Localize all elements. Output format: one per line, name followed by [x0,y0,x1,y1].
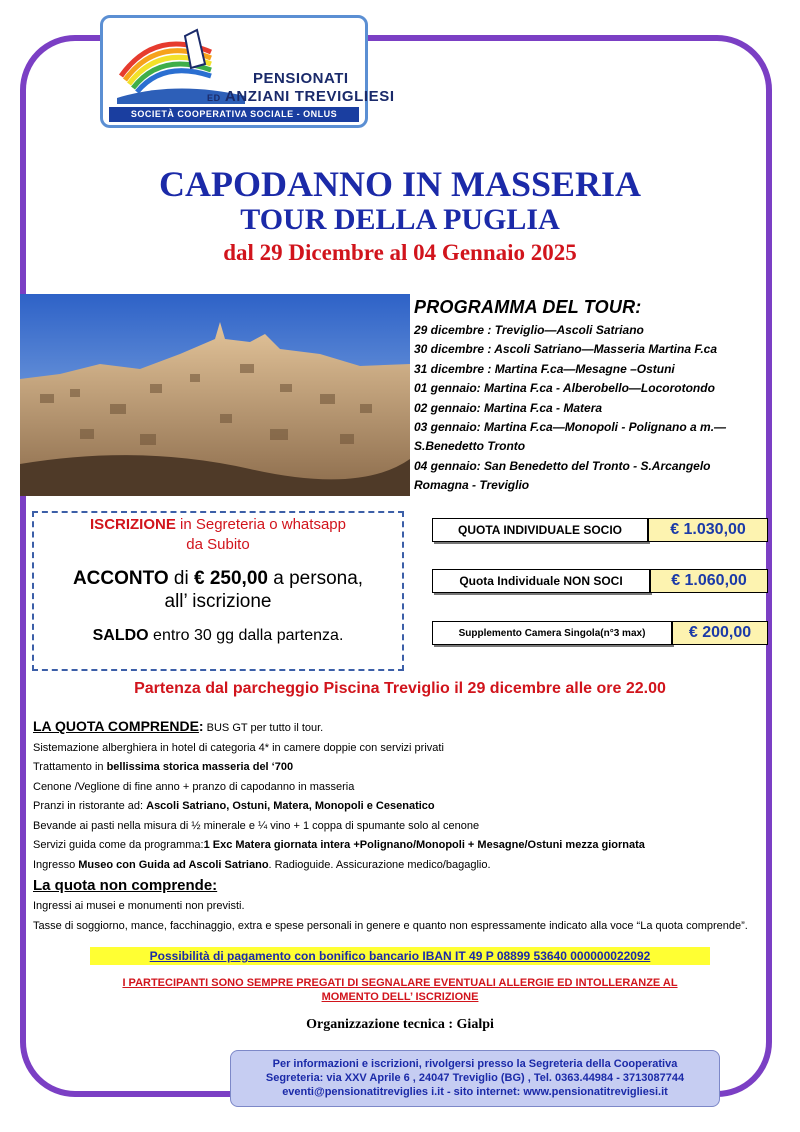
logo-text-pensionati: PENSIONATI [253,70,349,87]
price-non-socio [432,569,768,593]
price-label: QUOTA INDIVIDUALE SOCIO [432,518,648,542]
excludes-heading: La quota non comprende: [33,877,218,894]
includes-item: Trattamento in bellissima storica masseria del ‘700 [33,761,294,773]
logo-text-cooperativa: SOCIETÀ COOPERATIVA SOCIALE - ONLUS [109,107,359,122]
price-singola [432,621,768,645]
program-row: 31 dicembre : Martina F.ca—Mesagne –Ostuni [414,361,675,376]
tour-program [414,297,794,496]
program-row: 01 gennaio: Martina F.ca - Alberobello—Locorotondo [414,381,715,396]
includes-item: Pranzi in ristorante ad: Ascoli Satriano, Ostuni, Matera, Monopoli e Cesenatico [33,800,435,812]
tour-dates: dal 29 Dicembre al 04 Gennaio 2025 [223,240,577,265]
price-socio [432,518,768,542]
price-label: Quota Individuale NON SOCI [432,569,650,593]
balance-line: SALDO entro 30 gg dalla partenza. [92,627,344,644]
excludes-item: Ingressi ai musei e monumenti non previsti. [33,900,245,912]
includes-heading-line: LA QUOTA COMPRENDE: BUS GT per tutto il tour. [33,718,324,734]
price-value: € 1.030,00 [648,518,768,542]
quote-details [33,717,793,936]
departure-info: Partenza dal parcheggio Piscina Treviglio il 29 dicembre alle ore 22.00 [134,680,666,697]
contact-footer [230,1050,720,1107]
program-row: S.Benedetto Tronto [414,439,526,454]
logo [100,15,395,128]
iban-banner: Possibilità di pagamento con bonifico bancario IBAN IT 49 P 08899 53640 000000022092 [90,947,710,965]
footer-line: Segreteria: via XXV Aprile 6 , 24047 Treviglio (BG) , Tel. 0363.44984 - 3713087744 [265,1072,685,1084]
program-row: 29 dicembre : Treviglio—Ascoli Satriano [414,323,644,337]
footer-contacts[interactable]: eventi@pensionatitreviglies i.it - sito internet: www.pensionatitrevigliesi.it [282,1086,668,1098]
deposit-line: all’ iscrizione [164,591,272,612]
matera-photo [20,294,410,496]
deposit-line: ACCONTO di € 250,00 a persona, [72,568,364,589]
allergy-warning: I PARTECIPANTI SONO SEMPRE PREGATI DI SEGNALARE EVENTUALI ALLERGIE ED INTOLLERANZE AL MOMENTO DELL’ ISCRIZIONE [122,977,678,1003]
registration-line: ISCRIZIONE in Segreteria o whatsapp [90,516,346,533]
registration-line: da Subito [186,536,250,553]
program-row: Romagna - Treviglio [414,478,530,493]
organizer: Organizzazione tecnica : Gialpi [306,1017,494,1032]
includes-item: Bevande ai pasti nella misura di ½ minerale e ¼ vino + 1 coppa di spumante solo al cenone [33,819,480,832]
program-row: 30 dicembre : Ascoli Satriano—Masseria Martina F.ca [414,342,718,357]
program-heading: PROGRAMMA DEL TOUR: [414,297,642,317]
includes-item: Cenone /Veglione di fine anno + pranzo di capodanno in masseria [33,780,355,793]
registration-box [32,511,404,671]
price-value: € 1.060,00 [650,569,768,593]
price-value: € 200,00 [672,621,768,645]
page-subtitle: TOUR DELLA PUGLIA [240,203,560,236]
logo-text-anziani: ED ANZIANI TREVIGLIESI [207,88,395,105]
program-row: 02 gennaio: Martina F.ca - Matera [414,400,603,415]
program-row: 04 gennaio: San Benedetto del Tronto - S.Arcangelo [414,458,711,473]
includes-item: Sistemazione alberghiera in hotel di categoria 4* in camere doppie con servizi privati [33,741,444,754]
program-row: 03 gennaio: Martina F.ca—Monopoli - Polignano a m.— [414,420,727,435]
footer-line: Per informazioni e iscrizioni, rivolgersi presso la Segreteria della Cooperativa [272,1058,678,1070]
price-label: Supplemento Camera Singola(n°3 max) [432,621,672,645]
page-title: CAPODANNO IN MASSERIA [158,164,642,204]
includes-item: Servizi guida come da programma:1 Exc Matera giornata intera +Polignano/Monopoli + Mesagne/Ostuni mezza giornata [33,839,645,851]
includes-item: Ingresso Museo con Guida ad Ascoli Satriano. Radioguide. Assicurazione medico/bagaglio. [33,858,491,871]
excludes-item: Tasse di soggiorno, mance, facchinaggio, extra e spese personali in genere e quanto non espressamente indicato alla voce “La quota comprende”. [33,919,748,932]
